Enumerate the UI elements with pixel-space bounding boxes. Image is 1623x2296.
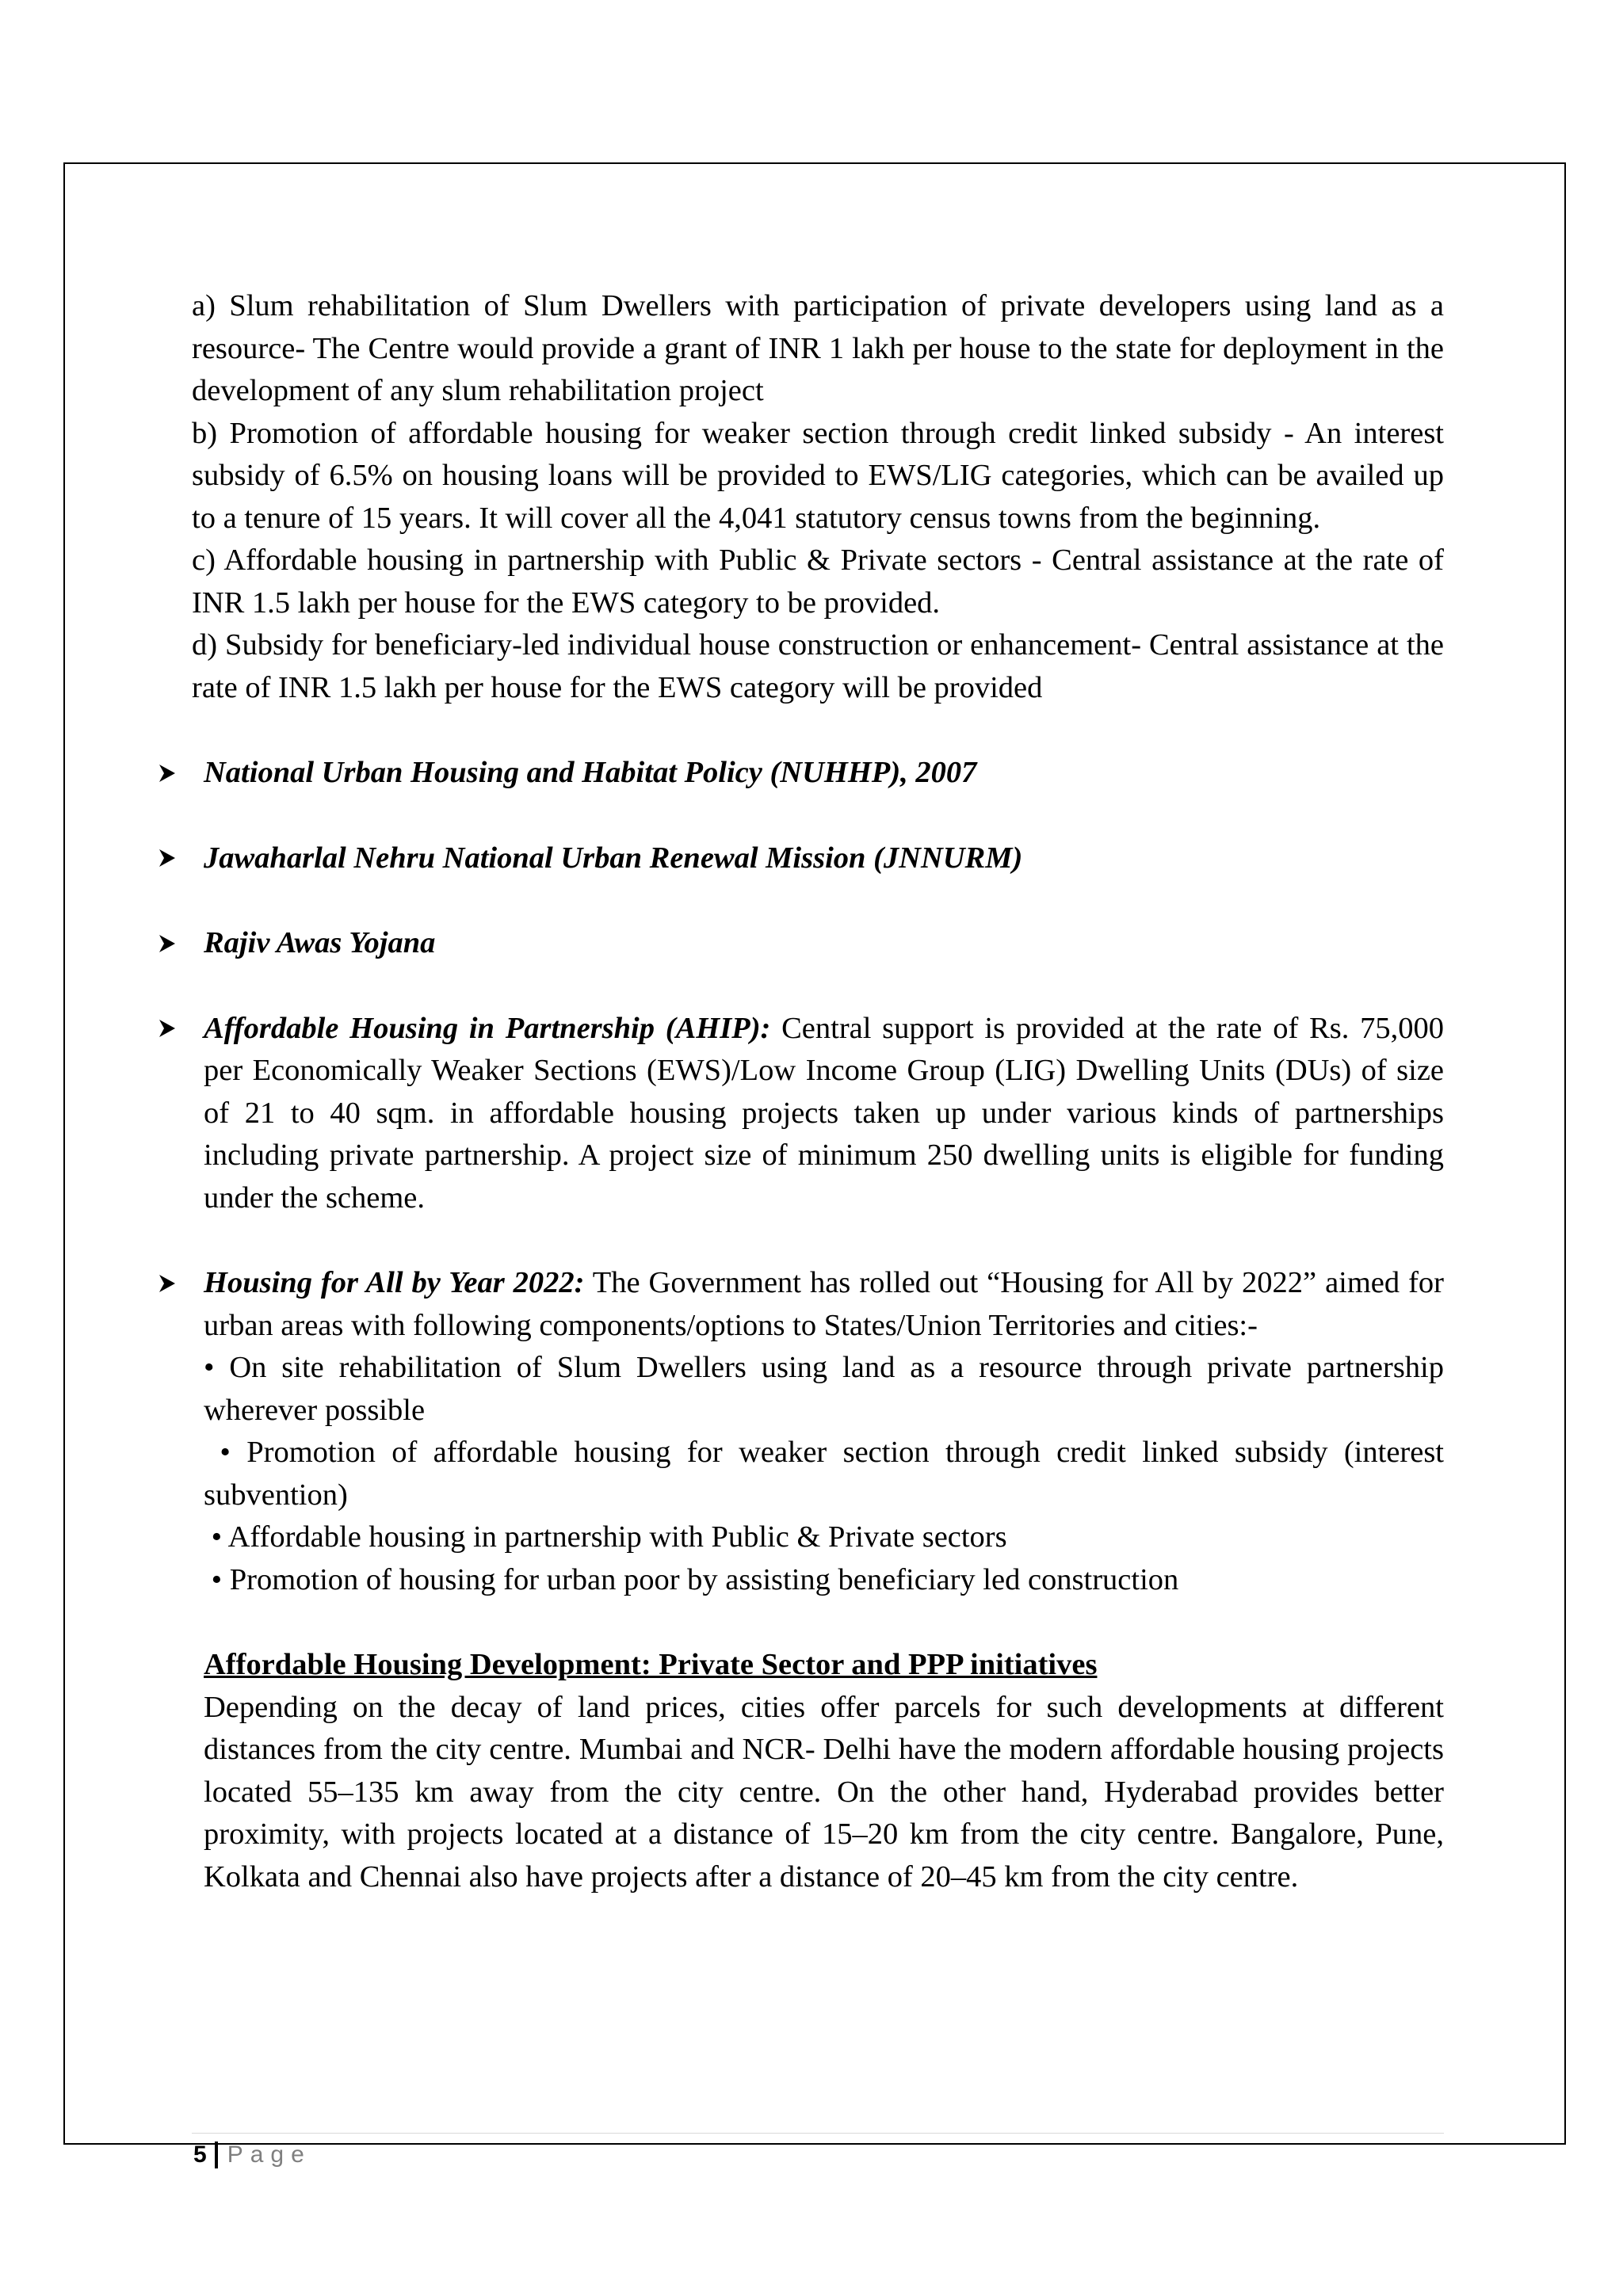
bullet-ray	[192, 922, 1444, 965]
arrow-bullet-icon	[158, 837, 182, 879]
bullet-jnnurm	[192, 837, 1444, 880]
bullet-text: The Government has rolled out “Housing for All by 2022” aimed for urban areas with following components/options to States/Union Territories and cities:-	[204, 1266, 1444, 1342]
component-item: • Promotion of housing for urban poor by assisting beneficiary led construction	[204, 1562, 1179, 1596]
arrow-bullet-icon	[158, 1262, 182, 1304]
section-heading: Affordable Housing Development: Private Sector and PPP initiatives	[204, 1648, 1098, 1681]
page-content	[192, 285, 1452, 1898]
bullet-title: National Urban Housing and Habitat Policy (NUHHP), 2007	[204, 756, 977, 789]
bullet-housing-for-all	[192, 1262, 1452, 1601]
page-footer	[193, 2139, 311, 2171]
bullet-title: Jawaharlal Nehru National Urban Renewal Mission (JNNURM)	[204, 841, 1023, 875]
footer-divider	[192, 2133, 1444, 2134]
bullet-paragraph	[204, 1262, 1444, 1347]
section-body: Depending on the decay of land prices, cities offer parcels for such developments at different distances from the city centre. Mumbai and NCR- Delhi have the modern affordable housing projects located 55–135 km away from the city centre. On the other hand, Hyderabad provides better proximity, with projects located at a distance of 15–20 km from the city centre. Bangalore, Pune, Kolkata and Chennai also have projects after a distance of 20–45 km from the city centre.	[204, 1690, 1444, 1894]
arrow-bullet-icon	[158, 752, 182, 794]
bullet-title: Rajiv Awas Yojana	[204, 926, 436, 959]
component-item: • Promotion of affordable housing for weaker section through credit linked subsidy (interest subvention)	[204, 1436, 1452, 1512]
component-item: • On site rehabilitation of Slum Dwellers using land as a resource through private partnership wherever possible	[204, 1351, 1444, 1427]
private-sector-section	[192, 1644, 1444, 1898]
arrow-bullet-icon	[158, 1008, 182, 1050]
scheme-item-c: c) Affordable housing in partnership with Public & Private sectors - Central assistance at the rate of INR 1.5 lakh per house for the EWS category to be provided.	[192, 543, 1444, 620]
bullet-text: Central support is provided at the rate of Rs. 75,000 per Economically Weaker Sections (EWS)/Low Income Group (LIG) Dwelling Units (DUs) of size of 21 to 40 sqm. in affordable housing projects taken up under various kinds of partnerships including private partnership. A project size of minimum 250 dwelling units is eligible for funding under the scheme.	[204, 1011, 1444, 1215]
arrow-bullet-icon	[158, 922, 182, 964]
bullet-title: Affordable Housing in Partnership (AHIP):	[204, 1011, 771, 1045]
bullet-paragraph	[204, 1008, 1444, 1220]
scheme-item-b: b) Promotion of affordable housing for weaker section through credit linked subsidy - An interest subsidy of 6.5% on housing loans will be provided to EWS/LIG categories, which can be availed up to a tenure of 15 years. It will cover all the 4,041 statutory census towns from the beginning.	[192, 416, 1444, 535]
component-item: • Affordable housing in partnership with Public & Private sectors	[204, 1520, 1007, 1554]
bullet-nuhhp	[192, 752, 1444, 795]
page-number: 5	[193, 2142, 207, 2168]
page-label: Page	[227, 2142, 311, 2168]
scheme-item-a: a) Slum rehabilitation of Slum Dwellers with participation of private developers using land as a resource- The Centre would provide a grant of INR 1 lakh per house to the state for deployment in the development of any slum rehabilitation project	[192, 289, 1444, 407]
footer-separator	[215, 2142, 218, 2168]
bullet-title: Housing for All by Year 2022:	[204, 1266, 585, 1299]
scheme-item-d: d) Subsidy for beneficiary-led individual house construction or enhancement- Central assistance at the rate of INR 1.5 lakh per house for the EWS category will be provided	[192, 628, 1444, 704]
bullet-ahip	[192, 1008, 1444, 1220]
